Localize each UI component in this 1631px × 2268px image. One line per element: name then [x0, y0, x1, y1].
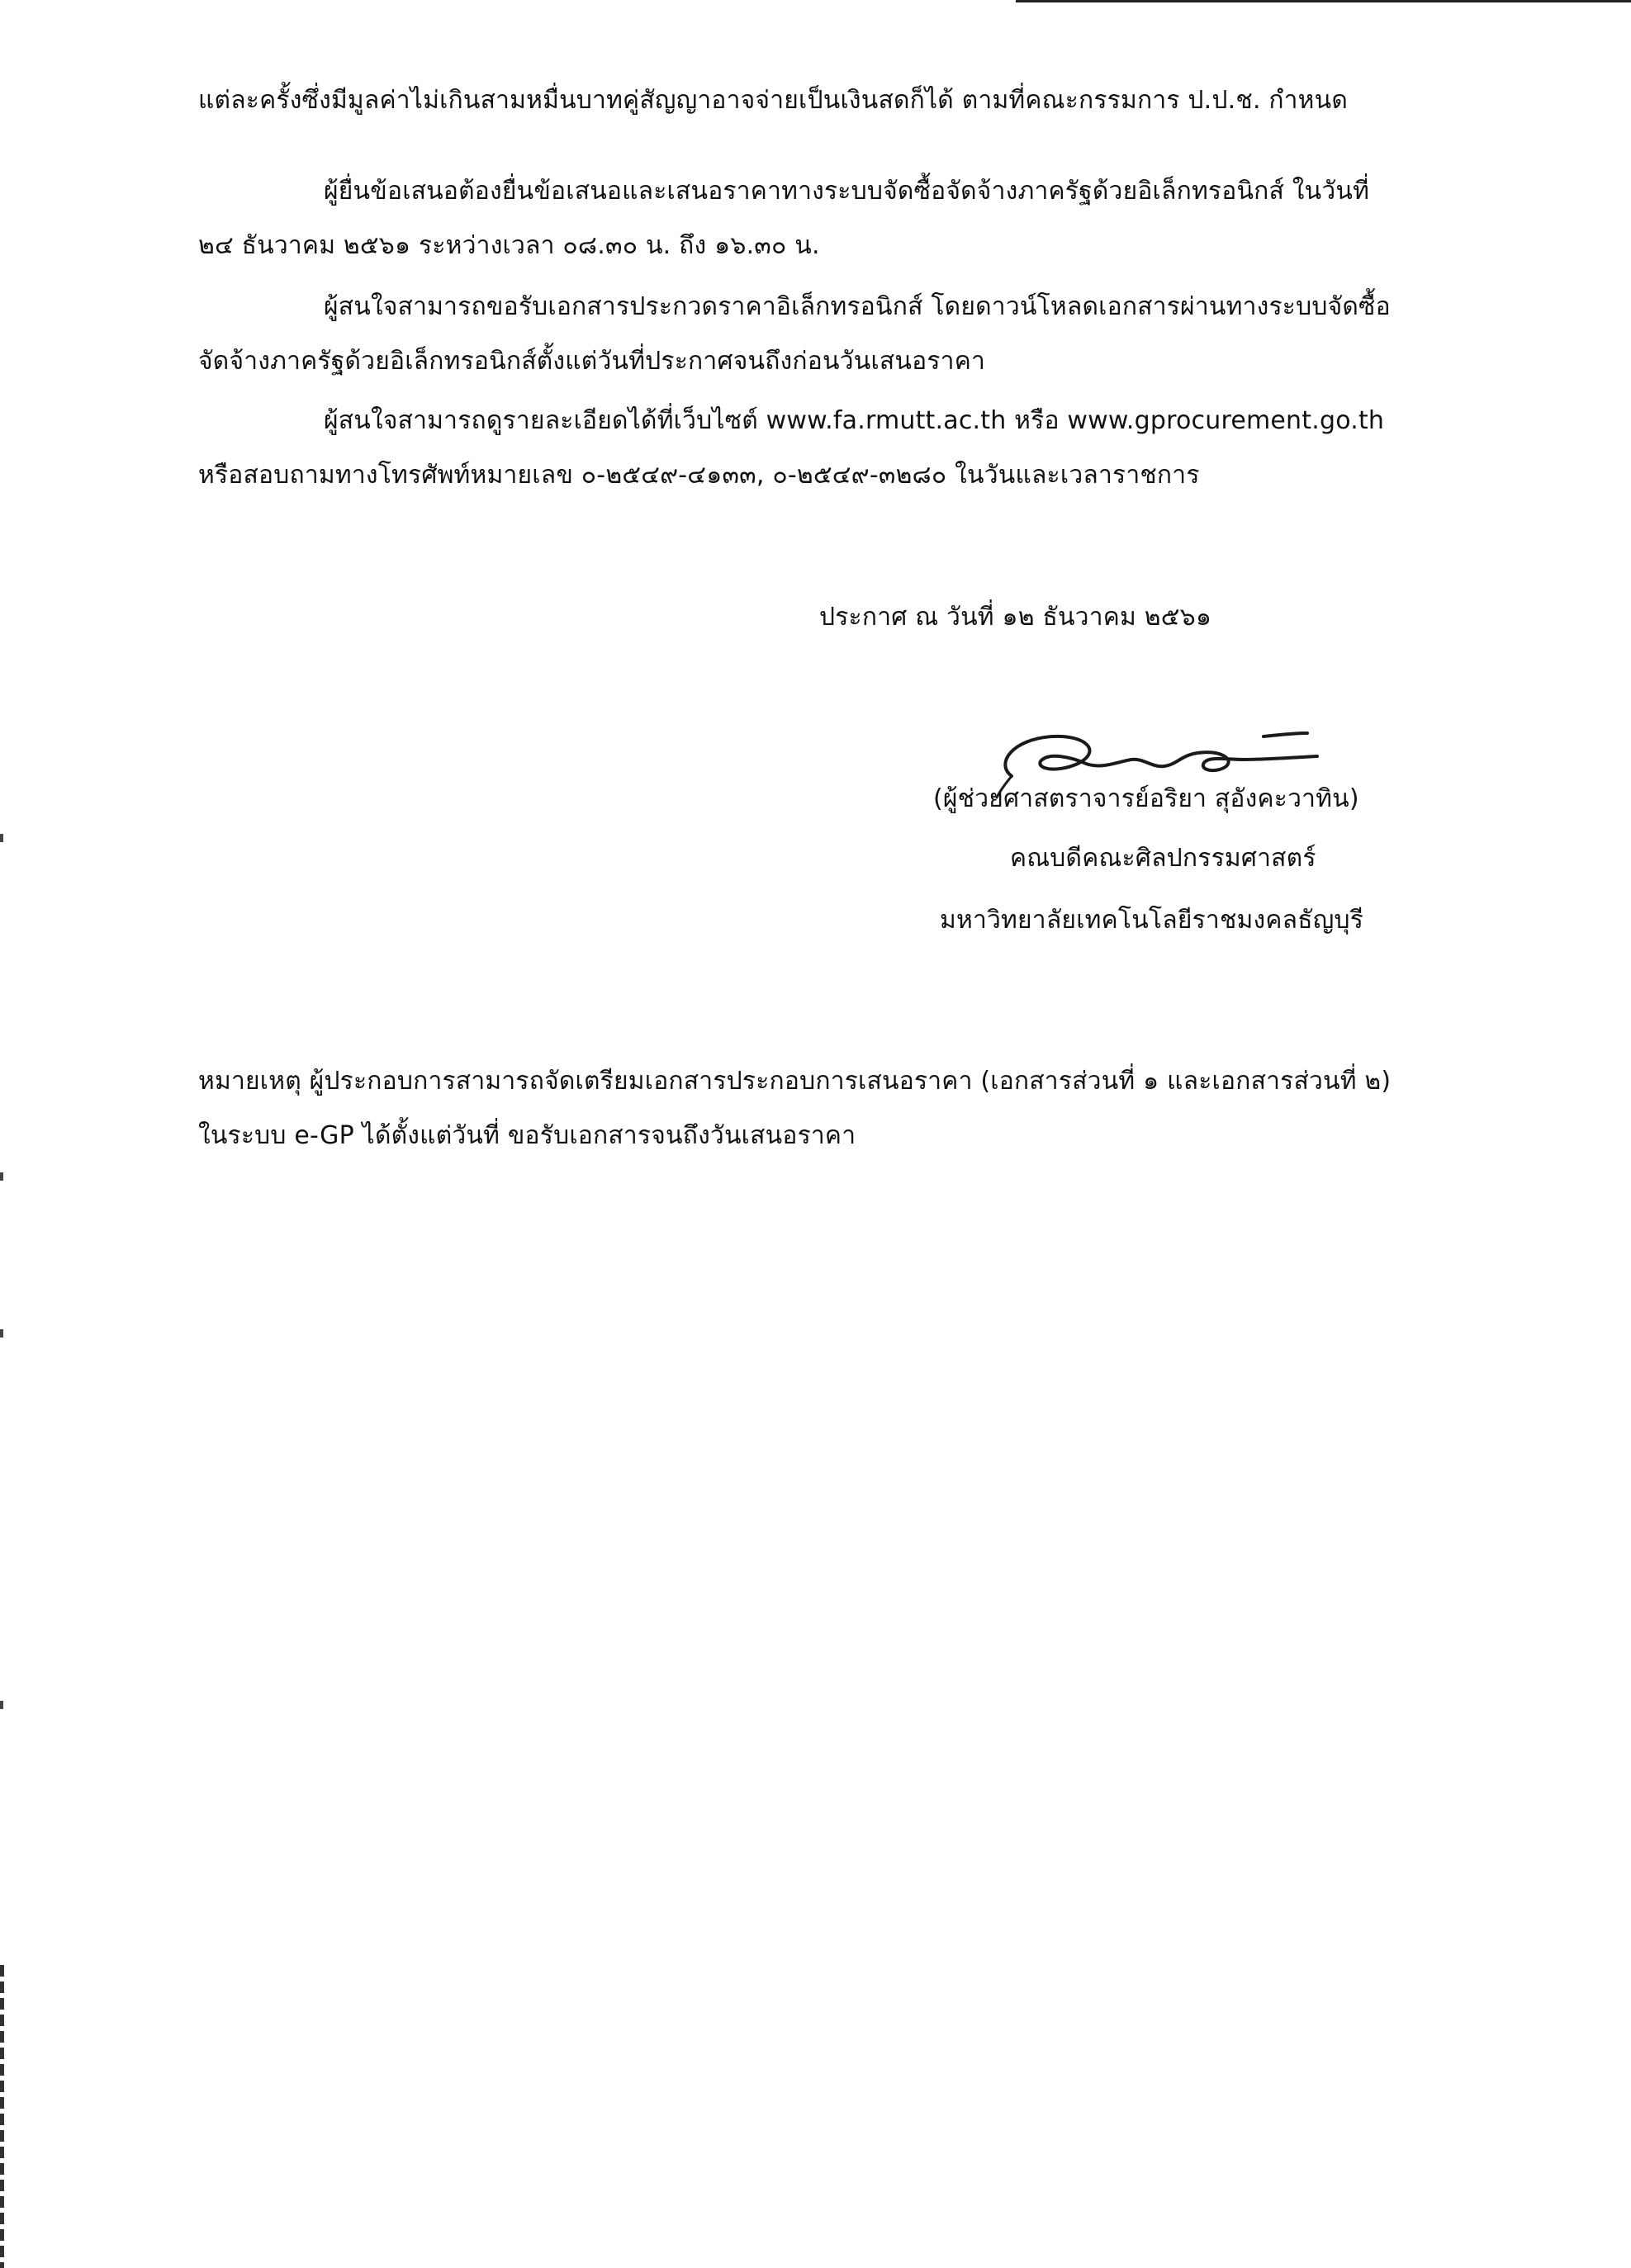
announcement-date: ประกาศ ณ วันที่ ๑๒ ธันวาคม ๒๕๖๑	[819, 603, 1212, 632]
paragraph-4-line-2: หรือสอบถามทางโทรศัพท์หมายเลข ๐-๒๕๔๙-๔๑๓๓, ๐-๒๕๔๙-๓๒๘๐ ในวันและเวลาราชการ	[198, 461, 1200, 490]
signer-position: คณบดีคณะศิลปกรรมศาสตร์	[1010, 844, 1316, 873]
signer-organization: มหาวิทยาลัยเทคโนโลยีราชมงคลธัญบุรี	[940, 906, 1364, 935]
note-line-1: หมายเหตุ ผู้ประกอบการสามารถจัดเตรียมเอกสารประกอบการเสนอราคา (เอกสารส่วนที่ ๑ และเอกสารส่วนที่ ๒)	[198, 1067, 1392, 1096]
paragraph-3-line-1: ผู้สนใจสามารถขอรับเอกสารประกวดราคาอิเล็กทรอนิกส์ โดยดาวน์โหลดเอกสารผ่านทางระบบจัดซื้อ	[324, 292, 1391, 321]
scan-mark	[0, 1172, 3, 1181]
scan-edge-line	[1016, 0, 1631, 2]
scan-left-edge	[0, 1965, 4, 2268]
paragraph-4-line-1: ผู้สนใจสามารถดูรายละเอียดได้ที่เว็บไซต์ www.fa.rmutt.ac.th หรือ www.gprocurement.go.th	[324, 406, 1385, 435]
paragraph-2-line-1: ผู้ยื่นข้อเสนอต้องยื่นข้อเสนอและเสนอราคาทางระบบจัดซื้อจัดจ้างภาครัฐด้วยอิเล็กทรอนิกส์ ในวันที่	[324, 177, 1370, 206]
signer-name: (ผู้ช่วยศาสตราจารย์อริยา สุอังคะวาทิน)	[933, 784, 1359, 813]
note-line-2: ในระบบ e-GP ได้ตั้งแต่วันที่ ขอรับเอกสารจนถึงวันเสนอราคา	[198, 1121, 856, 1150]
scan-mark	[0, 1701, 3, 1709]
scan-mark	[0, 1329, 3, 1338]
paragraph-2-line-2: ๒๔ ธันวาคม ๒๕๖๑ ระหว่างเวลา ๐๘.๓๐ น. ถึง ๑๖.๓๐ น.	[198, 231, 820, 260]
body-line-1: แต่ละครั้งซึ่งมีมูลค่าไม่เกินสามหมื่นบาทคู่สัญญาอาจจ่ายเป็นเงินสดก็ได้ ตามที่คณะกรรมการ ป.ป.ช. กำหนด	[198, 86, 1349, 115]
scan-mark	[0, 834, 3, 842]
paragraph-3-line-2: จัดจ้างภาครัฐด้วยอิเล็กทรอนิกส์ตั้งแต่วันที่ประกาศจนถึงก่อนวันเสนอราคา	[198, 347, 986, 376]
